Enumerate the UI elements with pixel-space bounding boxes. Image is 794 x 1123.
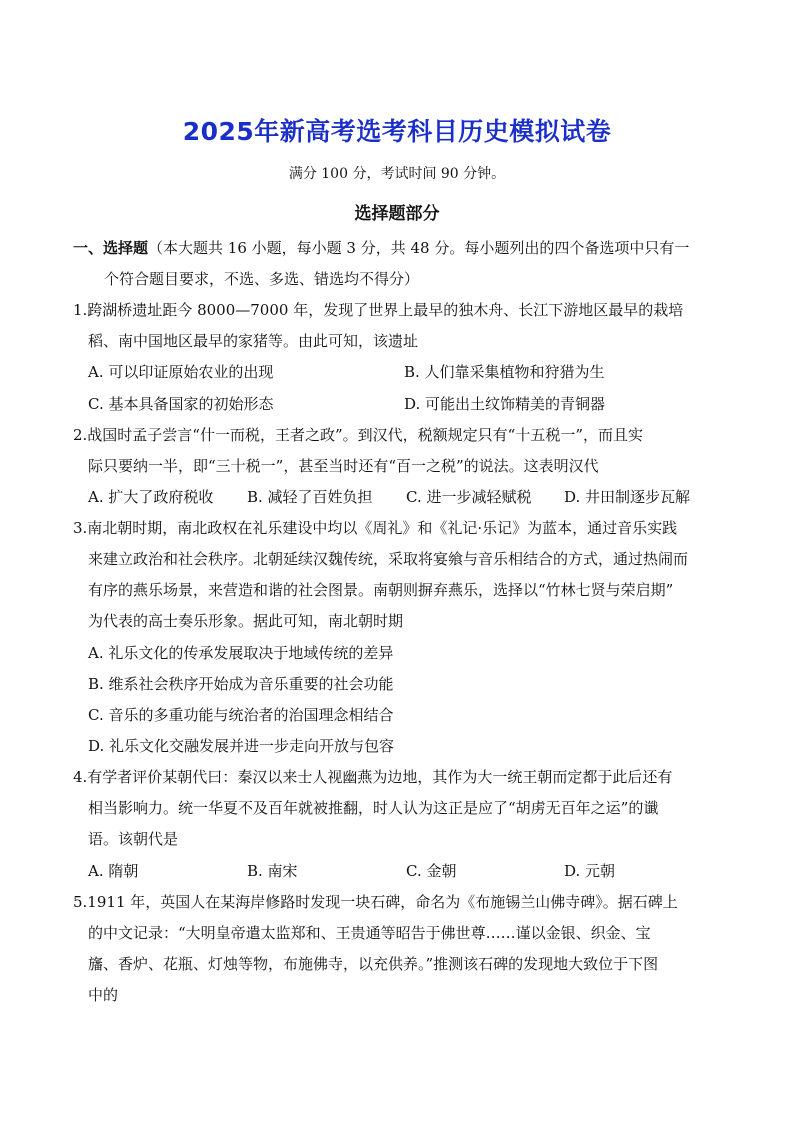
question-2-option-a: A. 扩大了政府税收 xyxy=(88,488,214,506)
part1-label: 一、选择题 xyxy=(73,239,149,257)
question-5-line-3: 旛、香炉、花瓶、灯烛等物，布施佛寺，以充供养。”推测该石碑的发现地大致位于下图 xyxy=(88,955,659,973)
question-4-option-a: A. 隋朝 xyxy=(88,862,139,880)
question-4-line-2: 相当影响力。统一华夏不及百年就被推翻，时人认为这正是应了“胡虏无百年之运”的谶 xyxy=(88,799,659,817)
question-4-option-b: B. 南宋 xyxy=(247,862,298,880)
question-3-option-b: B. 维系社会秩序开始成为音乐重要的社会功能 xyxy=(88,675,394,693)
question-3-line-1: 3.南北朝时期，南北政权在礼乐建设中均以《周礼》和《礼记·乐记》为蓝本，通过音乐实践 xyxy=(73,519,678,537)
question-2-line-2: 际只要纳一半，即“三十税一”，甚至当时还有“百一之税”的说法。这表明汉代 xyxy=(88,457,599,475)
question-4-line-1: 4.有学者评价某朝代曰：秦汉以来士人视幽燕为边地，其作为大一统王朝而定都于此后还有 xyxy=(73,768,673,786)
question-1-option-c: C. 基本具备国家的初始形态 xyxy=(88,395,274,413)
part1-instruction-line1: （本大题共 16 小题，每小题 3 分，共 48 分。每小题列出的四个备选项中只有一 xyxy=(148,239,690,257)
exam-title: 2025年新高考选考科目历史模拟试卷 xyxy=(182,117,612,146)
question-3-line-4: 为代表的高士奏乐形象。据此可知，南北朝时期 xyxy=(88,612,404,630)
question-2-line-1: 2.战国时孟子尝言“什一而税，王者之政”。到汉代，税额规定只有“十五税一”，而且实 xyxy=(73,426,643,444)
question-4-line-3: 语。该朝代是 xyxy=(88,830,179,848)
question-1-option-d: D. 可能出土纹饰精美的青铜器 xyxy=(404,395,606,413)
question-5-line-2: 的中文记录：“大明皇帝遣太监郑和、王贵通等昭告于佛世尊……谨以金银、织金、宝 xyxy=(88,924,651,942)
part1-instruction-line2: 个符合题目要求，不选、多选、错选均不得分） xyxy=(104,270,420,288)
question-2-option-c: C. 进一步减轻赋税 xyxy=(406,488,532,506)
question-1-line-1: 1.跨湖桥遗址距今 8000—7000 年，发现了世界上最早的独木舟、长江下游地区最早的栽培 xyxy=(73,301,684,319)
section-heading: 选择题部分 xyxy=(354,204,440,224)
exam-subtitle: 满分 100 分，考试时间 90 分钟。 xyxy=(288,166,506,182)
question-3-line-3: 有序的燕乐场景，来营造和谐的社会图景。南朝则摒弃燕乐，选择以“竹林七贤与荣启期” xyxy=(88,581,674,599)
question-3-line-2: 来建立政治和社会秩序。北朝延续汉魏传统，采取将宴飨与音乐相结合的方式，通过热闹而 xyxy=(88,550,689,568)
question-2-option-d: D. 井田制逐步瓦解 xyxy=(564,488,691,506)
question-4-option-d: D. 元朝 xyxy=(564,862,616,880)
question-5-line-4: 中的 xyxy=(88,986,119,1004)
question-2-option-b: B. 减轻了百姓负担 xyxy=(247,488,373,506)
part1-instruction xyxy=(73,238,689,258)
question-3-option-d: D. 礼乐文化交融发展并进一步走向开放与包容 xyxy=(88,737,395,755)
question-3-option-a: A. 礼乐文化的传承发展取决于地域传统的差异 xyxy=(88,644,394,662)
question-3-option-c: C. 音乐的多重功能与统治者的治国理念相结合 xyxy=(88,706,394,724)
question-1-option-b: B. 人们靠采集植物和狩猎为生 xyxy=(404,363,605,381)
question-5-line-1: 5.1911 年，英国人在某海岸修路时发现一块石碑，命名为《布施锡兰山佛寺碑》。据石碑上 xyxy=(73,893,678,911)
question-4-option-c: C. 金朝 xyxy=(406,862,457,880)
question-1-line-2: 稻、南中国地区最早的家猪等。由此可知，该遗址 xyxy=(88,332,419,350)
question-1-option-a: A. 可以印证原始农业的出现 xyxy=(88,363,274,381)
